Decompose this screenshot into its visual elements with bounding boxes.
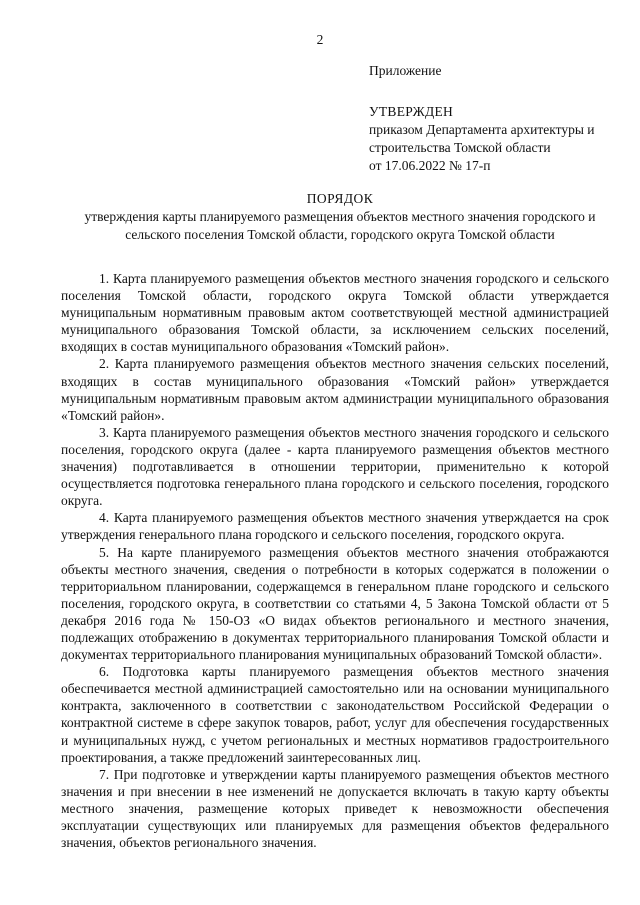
paragraph-4: 4. Карта планируемого размещения объектов местного значения утверждается на срок утверждения генерального плана городского и сельского поселения, городского округа. bbox=[61, 510, 609, 543]
approval-date-line: от 17.06.2022 № 17-п bbox=[369, 158, 491, 173]
paragraph-1: 1. Карта планируемого размещения объектов местного значения городского и сельского поселения Томской области, городского округа Томской области утверждается муниципальным нормативным правовым актом соответствующей местной администрацией муниципального образования Томской области, за исключением сельских поселений, входящих в состав муниципального образования «Томский район». bbox=[61, 271, 609, 355]
page-number: 2 bbox=[316, 32, 324, 47]
document-title: ПОРЯДОК bbox=[306, 191, 374, 206]
approved-stamp-text: УТВЕРЖДЕН bbox=[369, 104, 454, 119]
paragraph-7: 7. При подготовке и утверждении карты планируемого размещения объектов местного значения и при внесении в нее изменений не допускается включать в такую карту объекты местного значения, размещение которых приведет к невозможности обеспечения эксплуатации существующих или планируемых для размещения объектов федерального значения, объектов регионального значения. bbox=[61, 766, 609, 851]
appendix-block bbox=[369, 62, 629, 175]
paragraph-6: 6. Подготовка карты планируемого размещения объектов местного значения обеспечивается местной администрацией самостоятельно или на основании муниципального контракта, заключенного в соответствии с законодательством Российской Федерации о контрактной системе в сфере закупок товаров, работ, услуг для обеспечения государственных и муниципальных нужд, с учетом региональных и местных нормативов градостроительного проектирования, а также предложений заинтересованных лиц. bbox=[61, 664, 609, 765]
paragraph-2: 2. Карта планируемого размещения объектов местного значения сельских поселений, входящих в состав муниципального образования «Томский район» утверждается муниципальным нормативным правовым актом администрации муниципального образования «Томский район». bbox=[61, 356, 609, 423]
document-subtitle-line: сельского поселения Томской области, городского округа Томской области bbox=[125, 227, 555, 242]
paragraph-3: 3. Карта планируемого размещения объектов местного значения городского и сельского поселения, городского округа (далее - карта планируемого размещения объектов местного значения) подготавливается в отношении территории, применительно к которой осуществляется подготовка генерального плана городского и сельского поселения, городского округа. bbox=[61, 424, 609, 509]
document-subtitle-line: утверждения карты планируемого размещения объектов местного значения городского и bbox=[84, 209, 596, 224]
paragraph-5: 5. На карте планируемого размещения объектов местного значения отображаются объекты местного значения, сведения о потребности в которых содержатся в положении о территориальном планировании, содержащемся в генеральном плане городского и сельского поселения, городского округа, в соответствии со статьями 4, 5 Закона Томской области от 5 декабря 2016 года № 150-ОЗ «О видах объектов регионального и местного значения, подлежащих отображению в документах территориального планирования Томской области и документах территориального планирования муниципальных образований Томской области». bbox=[61, 544, 609, 663]
approval-order-line: приказом Департамента архитектуры и bbox=[369, 122, 595, 137]
approval-authority-line: строительства Томской области bbox=[369, 140, 551, 155]
document-title-block bbox=[40, 190, 640, 244]
appendix-label: Приложение bbox=[369, 63, 442, 78]
document-body bbox=[61, 270, 609, 851]
